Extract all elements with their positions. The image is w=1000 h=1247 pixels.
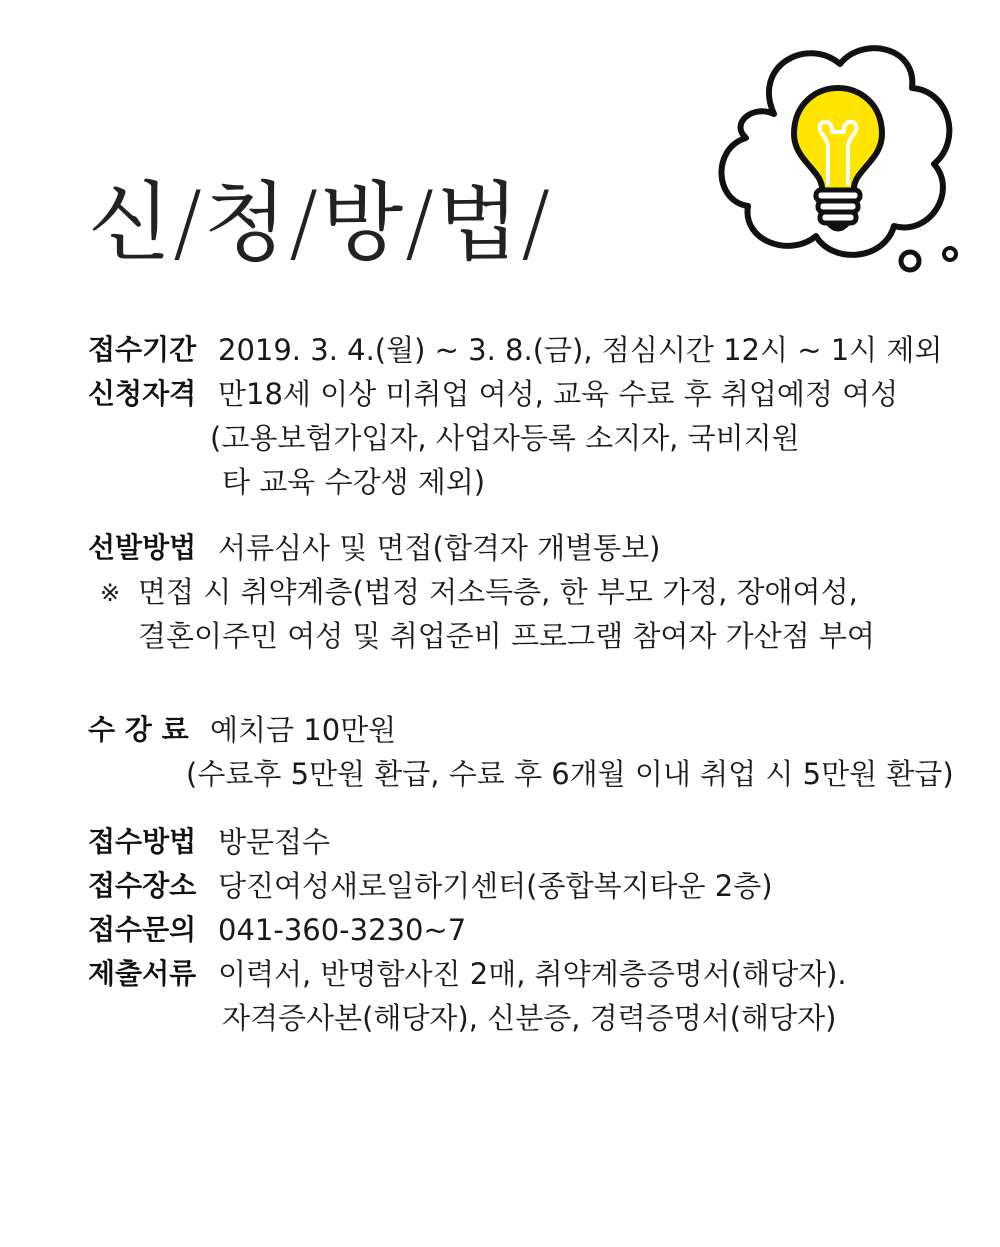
place-label: 접수장소: [88, 869, 197, 902]
documents-label: 제출서류: [88, 957, 197, 990]
eligibility-line: 타 교육 수강생 제외): [222, 465, 486, 499]
selection-note-line: 결혼이주민 여성 및 취업준비 프로그램 참여자 가산점 부여: [138, 619, 875, 653]
contact-label: 접수문의: [88, 913, 197, 946]
contact-value: 041-360-3230~7: [218, 913, 467, 947]
fee-value: 예치금 10만원: [210, 713, 397, 747]
page-title: 신/청/방/법/: [88, 173, 553, 273]
period-label: 접수기간: [88, 333, 197, 366]
eligibility-line: 만18세 이상 미취업 여성, 교육 수료 후 취업예정 여성: [218, 377, 899, 411]
fee-label: 수 강 료: [88, 713, 189, 746]
fee-detail: (수료후 5만원 환급, 수료 후 6개월 이내 취업 시 5만원 환급): [186, 757, 954, 791]
documents-line: 이력서, 반명함사진 2매, 취약계층증명서(해당자).: [218, 957, 847, 991]
note-mark: ※: [100, 579, 121, 607]
lightbulb-thought-bubble-icon: [712, 36, 972, 286]
selection-note-line: 면접 시 취약계층(법정 저소득층, 한 부모 가정, 장애여성,: [138, 575, 858, 609]
selection-label: 선발방법: [88, 531, 197, 564]
eligibility-label: 신청자격: [88, 377, 197, 410]
place-value: 당진여성새로일하기센터(종합복지타운 2층): [218, 869, 773, 903]
period-value: 2019. 3. 4.(월) ~ 3. 8.(금), 점심시간 12시 ~ 1시 제외: [218, 333, 943, 367]
eligibility-line: (고용보험가입자, 사업자등록 소지자, 국비지원: [210, 421, 800, 455]
method-value: 방문접수: [218, 825, 331, 859]
documents-line: 자격증사본(해당자), 신분증, 경력증명서(해당자): [222, 1001, 837, 1035]
selection-value: 서류심사 및 면접(합격자 개별통보): [218, 531, 661, 565]
method-label: 접수방법: [88, 825, 197, 858]
